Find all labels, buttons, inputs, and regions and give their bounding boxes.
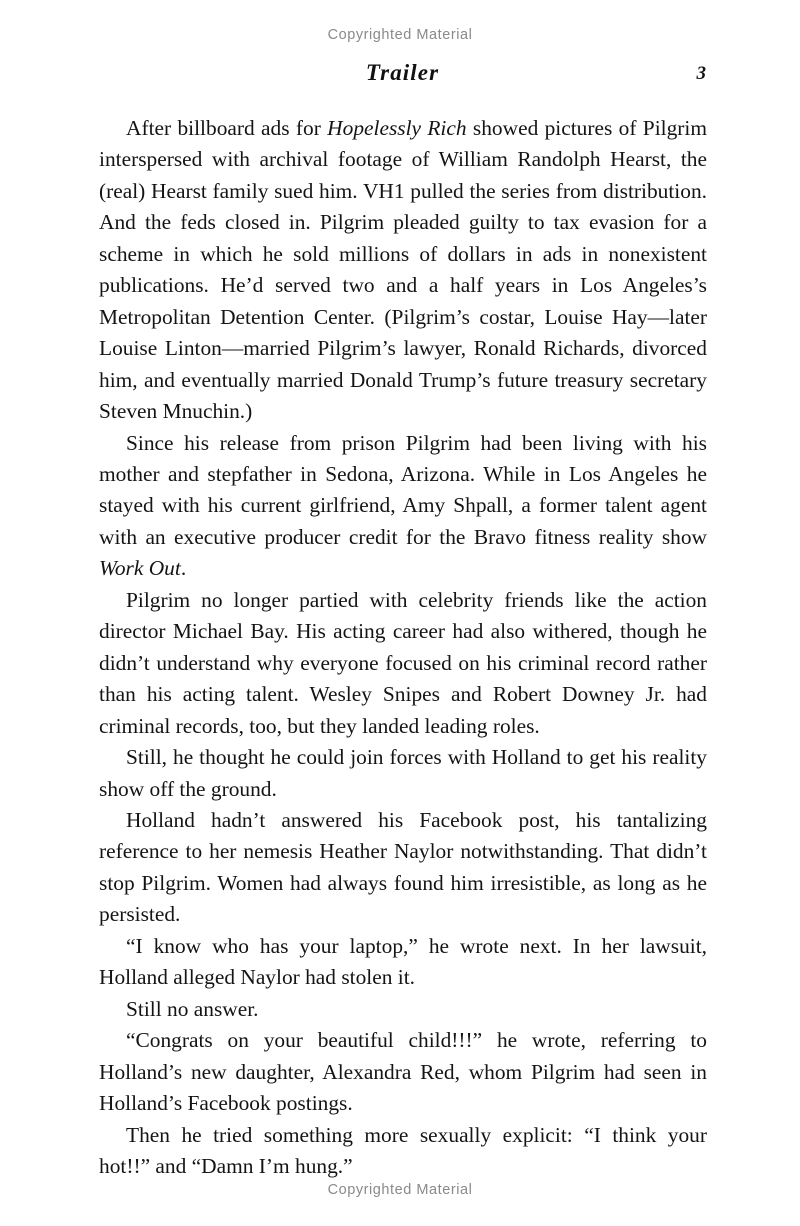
body-paragraph: Holland hadn’t answered his Facebook post, his tantalizing reference to her nemesis Heather Naylor notwithstanding. That didn’t stop Pilgrim. Women had always found him irresistible, as long as he persisted. <box>99 807 707 927</box>
body-paragraph: Still, he thought he could join forces with Holland to get his reality show off the ground. <box>99 745 707 801</box>
body-text-block <box>99 113 707 1182</box>
italic-title: Work Out <box>99 556 181 581</box>
body-paragraph: Pilgrim no longer partied with celebrity friends like the action director Michael Bay. His acting career had also withered, though he didn’t understand why everyone focused on his criminal record rather than his acting talent. Wesley Snipes and Robert Downey Jr. had criminal records, too, but they landed leading roles. <box>99 587 707 738</box>
italic-title: Hopelessly Rich <box>327 116 467 140</box>
body-paragraph: “Congrats on your beautiful child!!!” he wrote, referring to Holland’s new daughter, Alexandra Red, whom Pilgrim had seen in Holland’s Facebook postings. <box>99 1028 707 1116</box>
body-paragraph: Then he tried something more sexually explicit: “I think your hot!!” and “Damn I’m hung.” <box>99 1122 707 1178</box>
body-paragraph: Still no answer. <box>126 996 259 1021</box>
page-number: 3 <box>696 63 706 84</box>
body-paragraph: “I know who has your laptop,” he wrote next. In her lawsuit, Holland alleged Naylor had stolen it. <box>99 933 707 990</box>
body-paragraph: Since his release from prison Pilgrim had been living with his mother and stepfather in Sedona, Arizona. While in Los Angeles he stayed with his current girlfriend, Amy Shpall, a former talent agent with an executive producer credit for the Bravo fitness reality show Work Out. <box>99 430 707 581</box>
page-title: Trailer <box>365 60 440 85</box>
copyright-watermark-bottom: Copyrighted Material <box>327 1182 473 1198</box>
running-head <box>99 60 706 90</box>
body-paragraph: After billboard ads for Hopelessly Rich showed pictures of Pilgrim interspersed with archival footage of William Randolph Hearst, the (real) Hearst family sued him. VH1 pulled the series from distribution. And the feds closed in. Pilgrim pleaded guilty to tax evasion for a scheme in which he sold millions of dollars in ads in nonexistent publications. He’d served two and a half years in Los Angeles’s Metropolitan Detention Center. (Pilgrim’s costar, Louise Hay—later Louise Linton—married Pilgrim’s lawyer, Ronald Richards, divorced him, and eventually married Donald Trump’s future treasury secretary Steven Mnuchin.) <box>99 116 707 424</box>
copyright-watermark-top: Copyrighted Material <box>327 27 473 43</box>
